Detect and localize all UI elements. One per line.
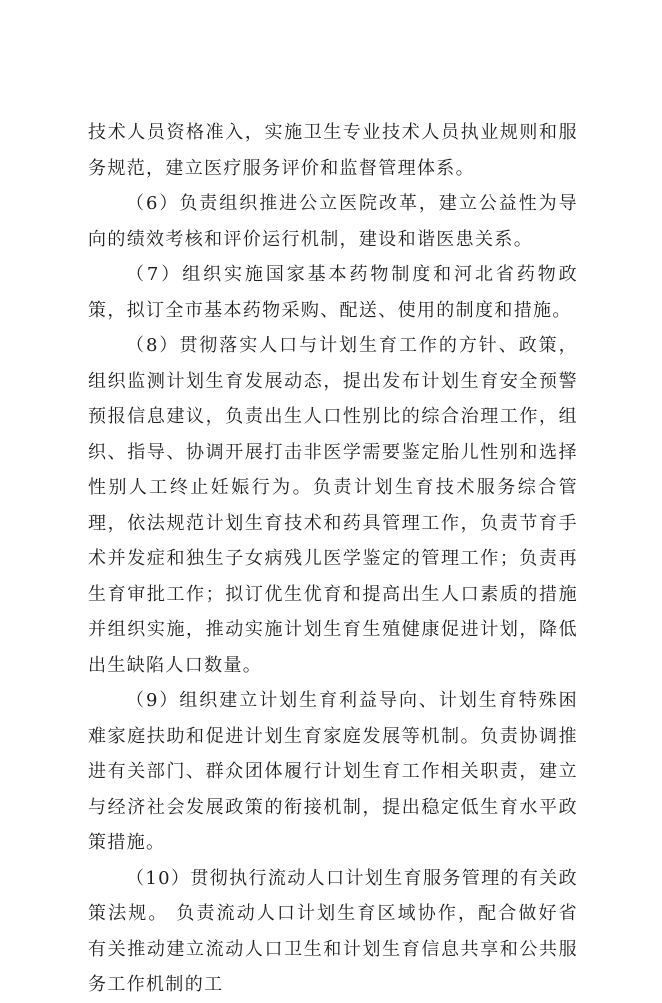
paragraph-item-10: （10）贯彻执行流动人口计划生育服务管理的有关政策法规。 负责流动人口计划生育区域协作，配合做好省有关推动建立流动人口卫生和计划生育信息共享和公共服务工作机制的工 [88,867,578,995]
paragraph-continuation: 技术人员资格准入，实施卫生专业技术人员执业规则和服务规范，建立医疗服务评价和监督管理体系。 [88,122,578,179]
paragraph-item-8: （8）贯彻落实人口与计划生育工作的方针、政策，组织监测计划生育发展动态，提出发布计划生育安全预警预报信息建议，负责出生人口性别比的综合治理工作，组织、指导、协调开展打击非医学需要鉴定胎儿性别和选择性别人工终止妊娠行为。负责计划生育技术服务综合管理，依法规范计划生育技术和药具管理工作，负责节育手术并发症和独生子女病残儿医学鉴定的管理工作；负责再生育审批工作；拟订优生优育和提高出生人口素质的措施并组织实施，推动实施计划生育生殖健康促进计划，降低出生缺陷人口数量。 [88,335,578,676]
document-page [88,115,578,1003]
paragraph-item-7: （7）组织实施国家基本药物制度和河北省药物政策，拟订全市基本药物采购、配送、使用的制度和措施。 [88,264,578,321]
paragraph-item-9: （9）组织建立计划生育利益导向、计划生育特殊困难家庭扶助和促进计划生育家庭发展等机制。负责协调推进有关部门、群众团体履行计划生育工作相关职责，建立与经济社会发展政策的衔接机制，提出稳定低生育水平政策措施。 [88,690,578,853]
paragraph-item-6: （6）负责组织推进公立医院改革，建立公益性为导向的绩效考核和评价运行机制，建设和谐医患关系。 [88,193,578,250]
